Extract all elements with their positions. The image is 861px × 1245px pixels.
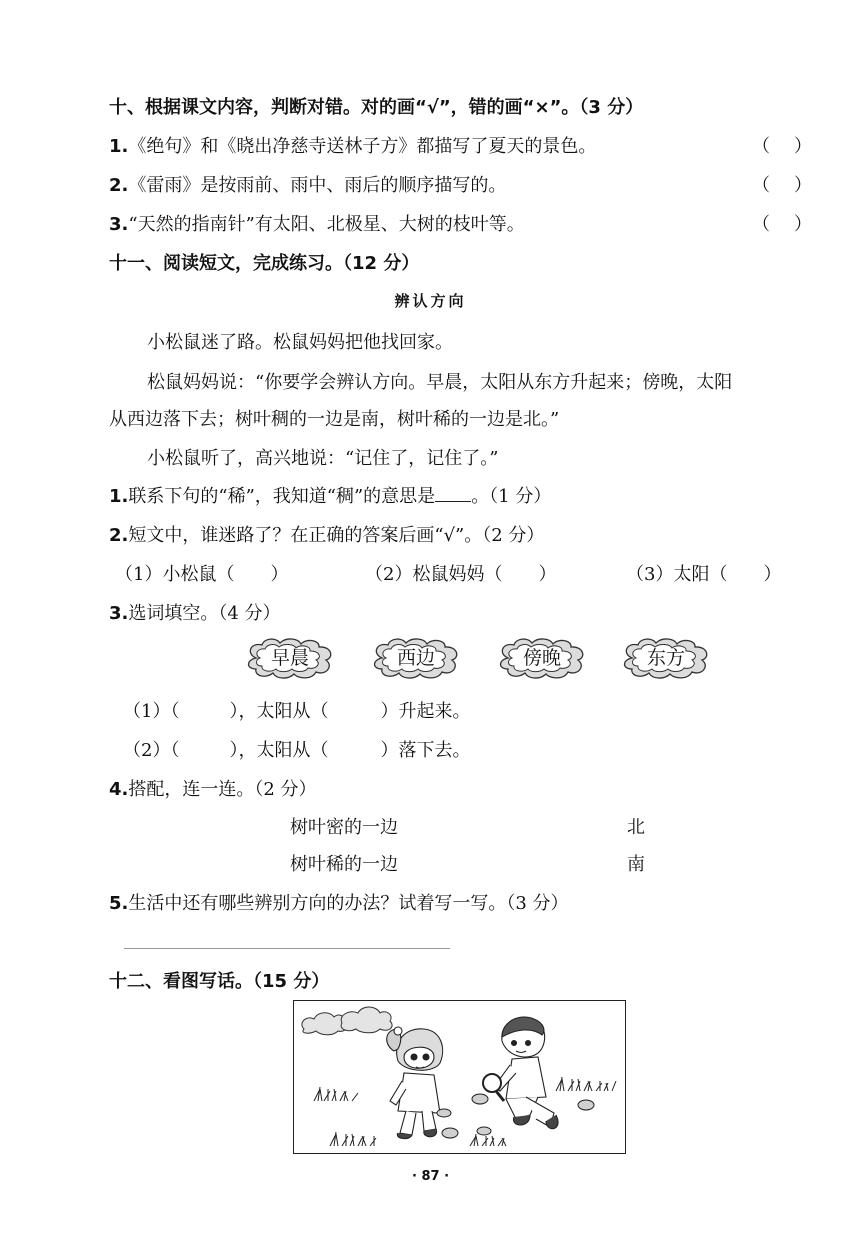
answer-paren-3[interactable] bbox=[752, 210, 812, 236]
question-number: 4. bbox=[109, 779, 129, 800]
passage-title: 辨认方向 bbox=[394, 292, 467, 310]
judge-item-1 bbox=[109, 132, 596, 158]
section-12-heading: 十二、看图写话。（15 分） bbox=[109, 971, 330, 992]
judge-item-3 bbox=[109, 210, 525, 236]
word-label: 早晨 bbox=[270, 647, 309, 669]
question-number: 5. bbox=[109, 893, 129, 914]
fill-text: （2）（ bbox=[123, 740, 180, 761]
item-text: 《雷雨》是按雨前、雨中、雨后的顺序描写的。 bbox=[128, 175, 507, 196]
section-11-heading: 十一、阅读短文，完成练习。（12 分） bbox=[109, 253, 420, 274]
question-number: 3. bbox=[109, 603, 129, 624]
passage-paragraph-2b: 从西边落下去；树叶稠的一边是南，树叶稀的一边是北。” bbox=[109, 409, 560, 430]
question-1 bbox=[109, 482, 551, 508]
passage-paragraph-3: 小松鼠听了，高兴地说：“记住了，记住了。” bbox=[147, 448, 499, 469]
item-text: “天然的指南针”有太阳、北极星、大树的枝叶等。 bbox=[128, 214, 525, 235]
question-text: 选词填空。（4 分） bbox=[128, 603, 281, 624]
question-5 bbox=[109, 889, 569, 915]
fill-line-1 bbox=[123, 697, 470, 723]
paren-right: ） bbox=[794, 214, 812, 235]
paren-right: ） bbox=[794, 175, 812, 196]
item-number: 2. bbox=[109, 175, 129, 196]
paren-left: （ bbox=[752, 175, 770, 196]
match-left-2[interactable]: 树叶稀的一边 bbox=[290, 854, 398, 875]
question-text: 联系下句的“稀”，我知道“稠”的意思是 bbox=[128, 486, 436, 507]
word-cloud-4 bbox=[620, 636, 712, 680]
passage-paragraph-1: 小松鼠迷了路。松鼠妈妈把他找回家。 bbox=[147, 332, 453, 353]
answer-blank[interactable] bbox=[435, 485, 471, 502]
option-2[interactable]: （2）松鼠妈妈（ ） bbox=[365, 564, 557, 585]
fill-text: ）落下去。 bbox=[380, 740, 471, 761]
passage-paragraph-2a: 松鼠妈妈说：“你要学会辨认方向。早晨，太阳从东方升起来；傍晚，太阳 bbox=[147, 372, 733, 393]
fill-line-2 bbox=[123, 736, 470, 762]
page-number: · 87 · bbox=[411, 1169, 450, 1184]
answer-paren-1[interactable] bbox=[752, 132, 812, 158]
question-2 bbox=[109, 521, 544, 547]
item-text: 《绝句》和《晓出净慈寺送林子方》都描写了夏天的景色。 bbox=[128, 136, 597, 157]
item-number: 1. bbox=[109, 136, 129, 157]
answer-paren-2[interactable] bbox=[752, 171, 812, 197]
question-text: 搭配，连一连。（2 分） bbox=[128, 779, 317, 800]
word-cloud-3 bbox=[496, 636, 588, 680]
match-right-2[interactable]: 南 bbox=[627, 854, 645, 875]
question-3 bbox=[109, 599, 281, 625]
judge-item-2 bbox=[109, 171, 506, 197]
word-label: 西边 bbox=[396, 647, 435, 669]
question-text: 短文中，谁迷路了？在正确的答案后画“√”。（2 分） bbox=[128, 525, 545, 546]
item-number: 3. bbox=[109, 214, 129, 235]
match-left-1[interactable]: 树叶密的一边 bbox=[290, 817, 398, 838]
word-label: 东方 bbox=[646, 647, 685, 669]
match-right-1[interactable]: 北 bbox=[627, 817, 645, 838]
answer-writing-line[interactable] bbox=[124, 948, 450, 949]
section-10-heading: 十、根据课文内容，判断对错。对的画“√”，错的画“×”。（3 分） bbox=[109, 97, 644, 118]
paren-left: （ bbox=[752, 214, 770, 235]
option-1[interactable]: （1）小松鼠（ ） bbox=[115, 564, 289, 585]
question-text: 生活中还有哪些辨别方向的办法？试着写一写。（3 分） bbox=[128, 893, 569, 914]
word-cloud-2 bbox=[370, 636, 462, 680]
option-3[interactable]: （3）太阳（ ） bbox=[626, 564, 782, 585]
fill-text: ），太阳从（ bbox=[229, 740, 329, 761]
fill-text: ），太阳从（ bbox=[229, 701, 329, 722]
word-label: 傍晚 bbox=[522, 647, 561, 669]
question-number: 2. bbox=[109, 525, 129, 546]
fill-text: （1）（ bbox=[123, 701, 180, 722]
paren-right: ） bbox=[794, 136, 812, 157]
word-cloud-1 bbox=[244, 636, 336, 680]
question-number: 1. bbox=[109, 486, 129, 507]
paren-left: （ bbox=[752, 136, 770, 157]
fill-text: ）升起来。 bbox=[380, 701, 471, 722]
kids-exploring-illustration bbox=[294, 1001, 624, 1152]
picture-frame bbox=[293, 1000, 626, 1154]
question-4 bbox=[109, 775, 317, 801]
question-score: 。（1 分） bbox=[471, 486, 552, 507]
